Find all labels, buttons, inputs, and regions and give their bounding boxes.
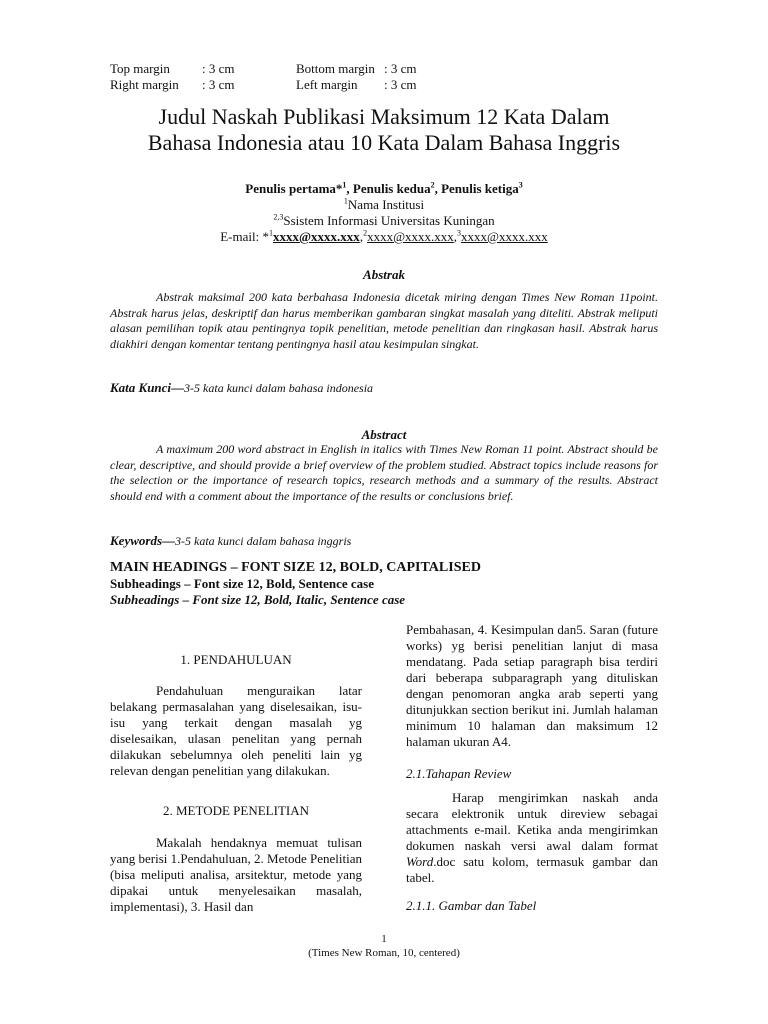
section-2-paragraph: Makalah hendaknya memuat tulisan yang berisi 1.Pendahuluan, 2. Metode Penelitian (bisa meliputi analisa, arsitektur, metode yang dipakai untuk menyelesaikan masalah, implementasi), 3. Hasil dan [110,835,363,914]
top-margin-value: : 3 cm [202,61,235,76]
bottom-margin-label: Bottom margin [296,61,375,76]
author-1: Penulis pertama* [245,181,343,196]
section-1-paragraph: Pendahuluan menguraikan latar belakang permasalahan yang diselesaikan, isu-isu yang terkait dengan masalah yg diselesaikan, ulasan penelitan yang pernah dilakukan sebelumnya oleh peneliti lain yg relevan dengan penelitian yang dilakukan. [110,683,362,778]
right-paragraph-1: Pembahasan, 4. Kesimpulan dan5. Saran (future works) yg berisi penelitian lanjut di masa mendatang. Pada setiap paragraph bisa terdiri dari beberapa subparagraph yang dituliskan dengan penomoran angka arab seperti yang ditunjukkan section berikut ini. Jumlah halaman minimum 10 halaman dan maksimum 12 halaman ukuran A4. [406,622,658,749]
kata-kunci [110,380,373,396]
bottom-margin-value: : 3 cm [384,61,417,76]
page-number: 1 [381,933,387,945]
section-2-1-heading: 2.1.Tahapan Review [406,766,512,781]
email-2-sup: 2 [363,228,368,238]
title-line-1: Judul Naskah Publikasi Maksimum 12 Kata Dalam [158,104,610,129]
kata-kunci-label: Kata Kunci— [110,380,185,395]
section-2-1-1-heading: 2.1.1. Gambar dan Tabel [406,898,537,913]
left-column [110,652,362,915]
email-1-sup: 1 [268,228,273,238]
abstract-text: A maximum 200 word abstract in English in italics with Times New Roman 11 point. Abstract should be clear, descriptive, and should provide a brief overview of the problem studied. Abstract topics include reasons for the selection or the importance of research topics, research methods and a summary of the results. Abstract should end with a comment about the importance of the results or conclusions brief. [110,442,658,503]
email-1-link[interactable]: xxxx@xxxx.xxx [272,229,360,244]
main-heading-sample: MAIN HEADINGS – FONT SIZE 12, BOLD, CAPITALISED [110,560,481,575]
right-column [406,622,658,914]
subheading-italic-sample: Subheadings – Font size 12, Bold, Italic, Sentence case [110,592,406,607]
email-sep-1: , [359,229,364,244]
keywords-text: 3-5 kata kunci dalam bahasa inggris [175,534,352,548]
institution-line [0,197,768,213]
email-3-sup: 3 [457,228,462,238]
email-2-link[interactable]: xxxx@xxxx.xxx [367,229,454,244]
email-label: E-mail: * [220,229,269,244]
department-sup: 2,3 [273,212,284,222]
top-margin-label: Top margin [110,61,170,76]
left-margin-label: Left margin [296,77,358,92]
footer-note: (Times New Roman, 10, centered) [308,947,460,959]
keywords-label: Keywords— [110,533,175,548]
author-block [0,181,768,245]
heading-samples [110,560,481,608]
department-line [0,213,768,229]
department-name: Ssistem Informasi Universitas Kuningan [283,213,495,228]
right-margin-value: : 3 cm [202,77,235,92]
keywords [110,533,351,549]
review-text-word: Word [406,854,434,869]
title-line-2: Bahasa Indonesia atau 10 Kata Dalam Bahasa Inggris [147,130,621,155]
margin-row-2 [110,77,417,93]
email-line [0,229,768,245]
email-sep-2: , [453,229,458,244]
author-2-sup: 2 [430,180,435,190]
margin-row-1 [110,61,417,77]
subheading-sample: Subheadings – Font size 12, Bold, Sentence case [110,576,374,591]
abstrak-body [110,290,658,352]
section-1-heading: 1. PENDAHULUAN [180,652,292,667]
abstract-heading: Abstract [361,427,407,442]
author-3: , Penulis ketiga [434,181,519,196]
email-3-link[interactable]: xxxx@xxxx.xxx [461,229,548,244]
right-margin-label: Right margin [110,77,179,92]
author-3-sup: 3 [518,180,523,190]
right-paragraph-2 [406,790,658,886]
abstract-body [110,442,658,504]
author-names [0,181,768,197]
abstrak-heading: Abstrak [363,267,405,282]
review-text-b: .doc satu kolom, termasuk gambar dan tabel. [406,854,658,885]
section-2-heading: 2. METODE PENELITIAN [163,803,309,818]
author-2: , Penulis kedua [346,181,431,196]
margin-settings [110,61,417,93]
abstrak-text: Abstrak maksimal 200 kata berbahasa Indonesia dicetak miring dengan Times New Roman 11point. Abstrak harus jelas, deskriptif dan harus memberikan gambaran singkat masalah yang diteliti. Abstrak meliputi alasan pemilihan topik atau pentingnya topik penelitian, metode penelitian dan ringkasan hasil. Abstrak harus diakhiri dengan komentar tentang pentingnya hasil atau kesimpulan singkat. [110,290,658,351]
institution-sup: 1 [343,196,348,206]
institution-name: Nama Institusi [347,197,425,212]
kata-kunci-text: 3-5 kata kunci dalam bahasa indonesia [184,381,374,395]
review-text-a: Harap mengirimkan naskah anda secara elektronik untuk direview sebagai attachments e-mail. Ketika anda mengirimkan dokumen naskah versi awal dalam format [406,790,658,853]
left-margin-value: : 3 cm [384,77,417,92]
page-footer [0,932,768,960]
paper-title [0,104,768,156]
author-1-sup: 1 [342,180,347,190]
